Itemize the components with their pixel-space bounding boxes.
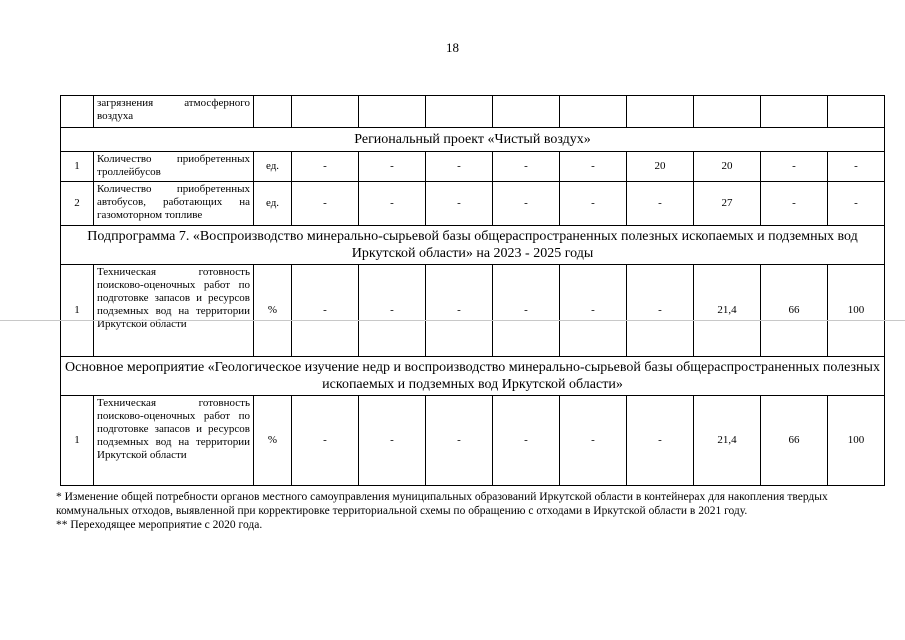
row-number-cell: 1 bbox=[61, 265, 94, 357]
value-cell: - bbox=[426, 182, 493, 226]
section-header-row bbox=[61, 128, 885, 152]
section-title: Региональный проект «Чистый воздух» bbox=[61, 128, 885, 152]
value-cell bbox=[359, 96, 426, 128]
indicator-name-cell: Количество приобретенных автобусов, работающих на газомоторном топливе bbox=[94, 182, 254, 226]
value-cell: - bbox=[560, 396, 627, 486]
indicator-name-cell: Техническая готовность поисково-оценочных работ по подготовке запасов и ресурсов подземных вод на территории Иркутской области bbox=[94, 265, 254, 357]
value-cell: 27 bbox=[694, 182, 761, 226]
indicator-table bbox=[60, 95, 885, 486]
indicator-name-cell: загрязнения атмосферного воздуха bbox=[94, 96, 254, 128]
footnotes bbox=[56, 490, 886, 532]
value-cell: - bbox=[627, 182, 694, 226]
table-row bbox=[61, 182, 885, 226]
row-number-cell bbox=[61, 96, 94, 128]
value-cell: - bbox=[426, 396, 493, 486]
footnote-1: * Изменение общей потребности органов местного самоуправления муниципальных образований Иркутской области в контейнерах для накопления твердых коммунальных отходов, выявленной при корректировке территориальной схемы по обращению с отходами в Иркутской области в 2021 году. bbox=[56, 491, 828, 517]
value-cell: 66 bbox=[761, 265, 828, 357]
value-cell: - bbox=[828, 182, 885, 226]
value-cell: - bbox=[493, 265, 560, 357]
value-cell: - bbox=[426, 265, 493, 357]
value-cell: - bbox=[560, 265, 627, 357]
row-number-cell: 2 bbox=[61, 182, 94, 226]
value-cell: - bbox=[627, 265, 694, 357]
indicator-name-cell: Техническая готовность поисково-оценочных работ по подготовке запасов и ресурсов подземных вод на территории Иркутской области bbox=[94, 396, 254, 486]
value-cell: 20 bbox=[694, 152, 761, 182]
value-cell: - bbox=[828, 152, 885, 182]
indicator-name-cell: Количество приобретенных троллейбусов bbox=[94, 152, 254, 182]
value-cell bbox=[560, 96, 627, 128]
value-cell: - bbox=[292, 152, 359, 182]
value-cell: 21,4 bbox=[694, 265, 761, 357]
row-number-cell: 1 bbox=[61, 152, 94, 182]
table-row bbox=[61, 152, 885, 182]
value-cell: - bbox=[292, 265, 359, 357]
footnote-2: ** Переходящее мероприятие с 2020 года. bbox=[56, 519, 263, 531]
value-cell bbox=[761, 96, 828, 128]
value-cell: - bbox=[627, 396, 694, 486]
section-title: Основное мероприятие «Геологическое изучение недр и воспроизводство минерально-сырьевой базы общераспространенных полезных ископаемых и подземных вод Иркутской области» bbox=[61, 357, 885, 396]
value-cell: - bbox=[493, 396, 560, 486]
value-cell: - bbox=[292, 396, 359, 486]
value-cell: - bbox=[292, 182, 359, 226]
value-cell: - bbox=[560, 182, 627, 226]
value-cell: 66 bbox=[761, 396, 828, 486]
section-header-row bbox=[61, 226, 885, 265]
value-cell: - bbox=[493, 152, 560, 182]
value-cell: - bbox=[359, 152, 426, 182]
page-number: 18 bbox=[446, 40, 459, 55]
value-cell: 100 bbox=[828, 265, 885, 357]
value-cell bbox=[694, 96, 761, 128]
table-row bbox=[61, 396, 885, 486]
value-cell: - bbox=[359, 182, 426, 226]
value-cell: - bbox=[493, 182, 560, 226]
unit-cell: % bbox=[254, 396, 292, 486]
unit-cell: ед. bbox=[254, 182, 292, 226]
value-cell bbox=[828, 96, 885, 128]
unit-cell: ед. bbox=[254, 152, 292, 182]
value-cell: 100 bbox=[828, 396, 885, 486]
fold-line bbox=[0, 320, 905, 321]
value-cell: 20 bbox=[627, 152, 694, 182]
section-title: Подпрограмма 7. «Воспроизводство минерально-сырьевой базы общераспространенных полезных ископаемых и подземных вод Иркутской области» на 2023 - 2025 годы bbox=[61, 226, 885, 265]
value-cell: - bbox=[426, 152, 493, 182]
value-cell bbox=[426, 96, 493, 128]
table-row bbox=[61, 265, 885, 357]
unit-cell: % bbox=[254, 265, 292, 357]
value-cell bbox=[493, 96, 560, 128]
value-cell: 21,4 bbox=[694, 396, 761, 486]
table-row bbox=[61, 96, 885, 128]
value-cell bbox=[627, 96, 694, 128]
value-cell: - bbox=[761, 152, 828, 182]
row-number-cell: 1 bbox=[61, 396, 94, 486]
unit-cell bbox=[254, 96, 292, 128]
value-cell: - bbox=[359, 265, 426, 357]
section-header-row bbox=[61, 357, 885, 396]
value-cell: - bbox=[359, 396, 426, 486]
value-cell: - bbox=[560, 152, 627, 182]
value-cell bbox=[292, 96, 359, 128]
value-cell: - bbox=[761, 182, 828, 226]
